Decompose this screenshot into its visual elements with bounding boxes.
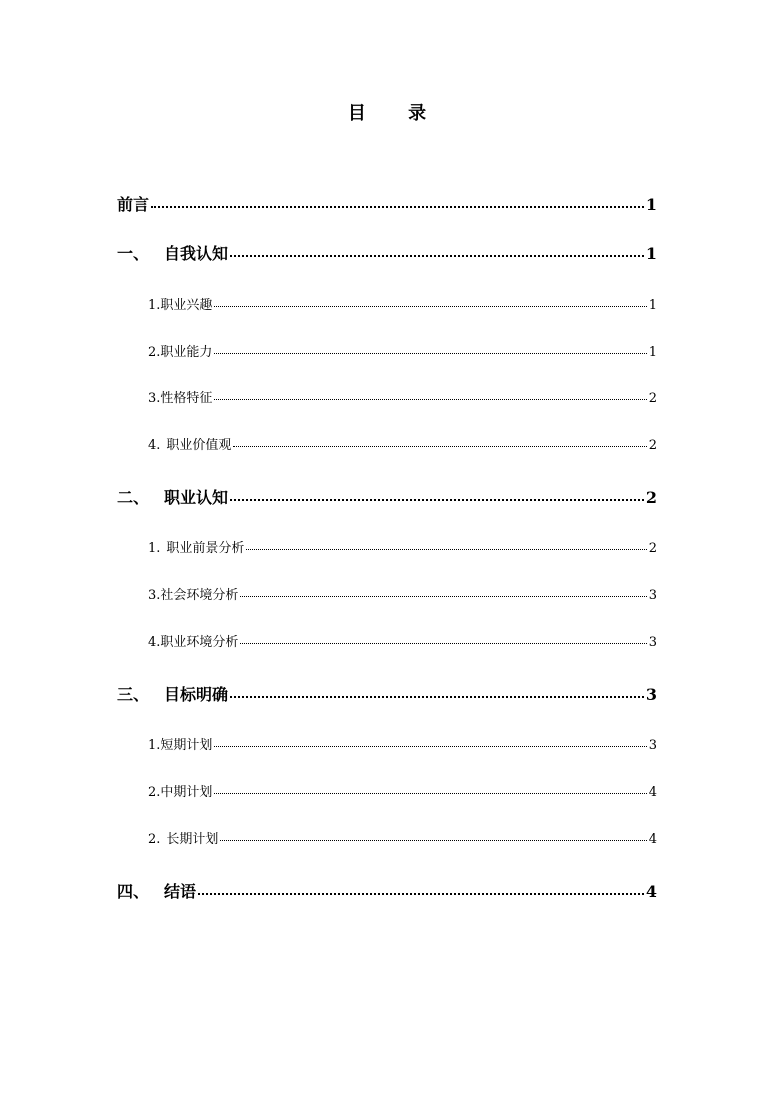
toc-leader-dots — [151, 194, 644, 210]
toc-entry-number: 3. — [148, 391, 161, 406]
toc-leader-dots — [230, 243, 644, 259]
toc-entry-page: 3 — [648, 738, 657, 753]
toc-entry-text: 性格特征 — [160, 391, 213, 406]
toc-entry-number: 1. — [148, 738, 161, 753]
toc-entry-conclusion[interactable] — [117, 879, 657, 905]
toc-leader-dots — [233, 436, 646, 449]
toc-entry-page: 2 — [645, 488, 657, 507]
toc-entry-social-environment[interactable] — [117, 585, 657, 607]
toc-entry-long-term-plan[interactable] — [117, 829, 657, 851]
toc-entry-number: 1. — [148, 298, 161, 313]
toc-entry-text: 职业能力 — [160, 345, 213, 360]
toc-title: 目 录 — [347, 103, 445, 124]
toc-entry-page: 1 — [648, 345, 657, 360]
toc-entry-page: 3 — [648, 588, 657, 603]
toc-leader-dots — [198, 881, 644, 897]
toc-entry-goal-setting[interactable] — [117, 682, 657, 708]
toc-entry-number: 4. — [148, 635, 161, 650]
toc-entry-preface[interactable] — [117, 192, 657, 218]
toc-leader-dots — [240, 586, 646, 599]
toc-entry-text: 职业兴趣 — [160, 298, 213, 313]
toc-leader-dots — [214, 343, 646, 356]
toc-entry-page: 4 — [645, 882, 657, 901]
toc-entry-number: 三、 — [117, 685, 150, 704]
toc-leader-dots — [230, 684, 644, 700]
toc-entry-text: 社会环境分析 — [160, 588, 239, 603]
toc-entry-text: 结语 — [164, 882, 197, 901]
toc-entry-number: 2. — [148, 785, 161, 800]
toc-entry-number: 1. — [148, 541, 161, 556]
toc-entry-page: 1 — [645, 195, 657, 214]
toc-entry-career-interest[interactable] — [117, 295, 657, 317]
toc-entry-text: 长期计划 — [166, 832, 219, 847]
toc-entry-self-awareness[interactable] — [117, 241, 657, 267]
toc-entry-short-term-plan[interactable] — [117, 735, 657, 757]
toc-entry-number: 二、 — [117, 488, 150, 507]
toc-entry-page: 4 — [648, 785, 657, 800]
toc-entry-text: 前言 — [117, 195, 150, 214]
toc-entry-number: 4. — [148, 438, 161, 453]
toc-entry-text: 短期计划 — [160, 738, 213, 753]
toc-leader-dots — [214, 736, 646, 749]
toc-entry-text: 职业前景分析 — [166, 541, 245, 556]
toc-entry-page: 4 — [648, 832, 657, 847]
toc-entry-number: 2. — [148, 345, 161, 360]
toc-entry-text: 中期计划 — [160, 785, 213, 800]
toc-entry-career-prospect[interactable] — [117, 538, 657, 560]
toc-entry-number: 3. — [148, 588, 161, 603]
toc-leader-dots — [220, 830, 646, 843]
toc-entry-career-ability[interactable] — [117, 342, 657, 364]
toc-entry-text: 职业价值观 — [166, 438, 232, 453]
toc-entry-mid-term-plan[interactable] — [117, 782, 657, 804]
toc-entry-career-values[interactable] — [117, 435, 657, 457]
toc-leader-dots — [240, 633, 646, 646]
toc-entry-career-environment[interactable] — [117, 632, 657, 654]
toc-entry-number: 四、 — [117, 882, 150, 901]
toc-entry-career-awareness[interactable] — [117, 485, 657, 511]
toc-entry-text: 自我认知 — [164, 244, 229, 263]
toc-entry-page: 2 — [648, 438, 657, 453]
toc-entry-page: 2 — [648, 541, 657, 556]
toc-entry-page: 2 — [648, 391, 657, 406]
toc-entry-page: 1 — [648, 298, 657, 313]
toc-leader-dots — [214, 296, 646, 309]
toc-entry-number: 2. — [148, 832, 161, 847]
toc-entry-text: 职业认知 — [164, 488, 229, 507]
toc-leader-dots — [246, 539, 646, 552]
toc-entry-page: 3 — [645, 685, 657, 704]
toc-leader-dots — [214, 389, 646, 402]
toc-entry-number: 一、 — [117, 244, 150, 263]
toc-entry-personality[interactable] — [117, 388, 657, 410]
toc-entry-text: 职业环境分析 — [160, 635, 239, 650]
toc-entry-page: 1 — [645, 244, 657, 263]
toc-leader-dots — [214, 783, 646, 796]
toc-entry-page: 3 — [648, 635, 657, 650]
toc-entry-text: 目标明确 — [164, 685, 229, 704]
toc-leader-dots — [230, 487, 644, 503]
